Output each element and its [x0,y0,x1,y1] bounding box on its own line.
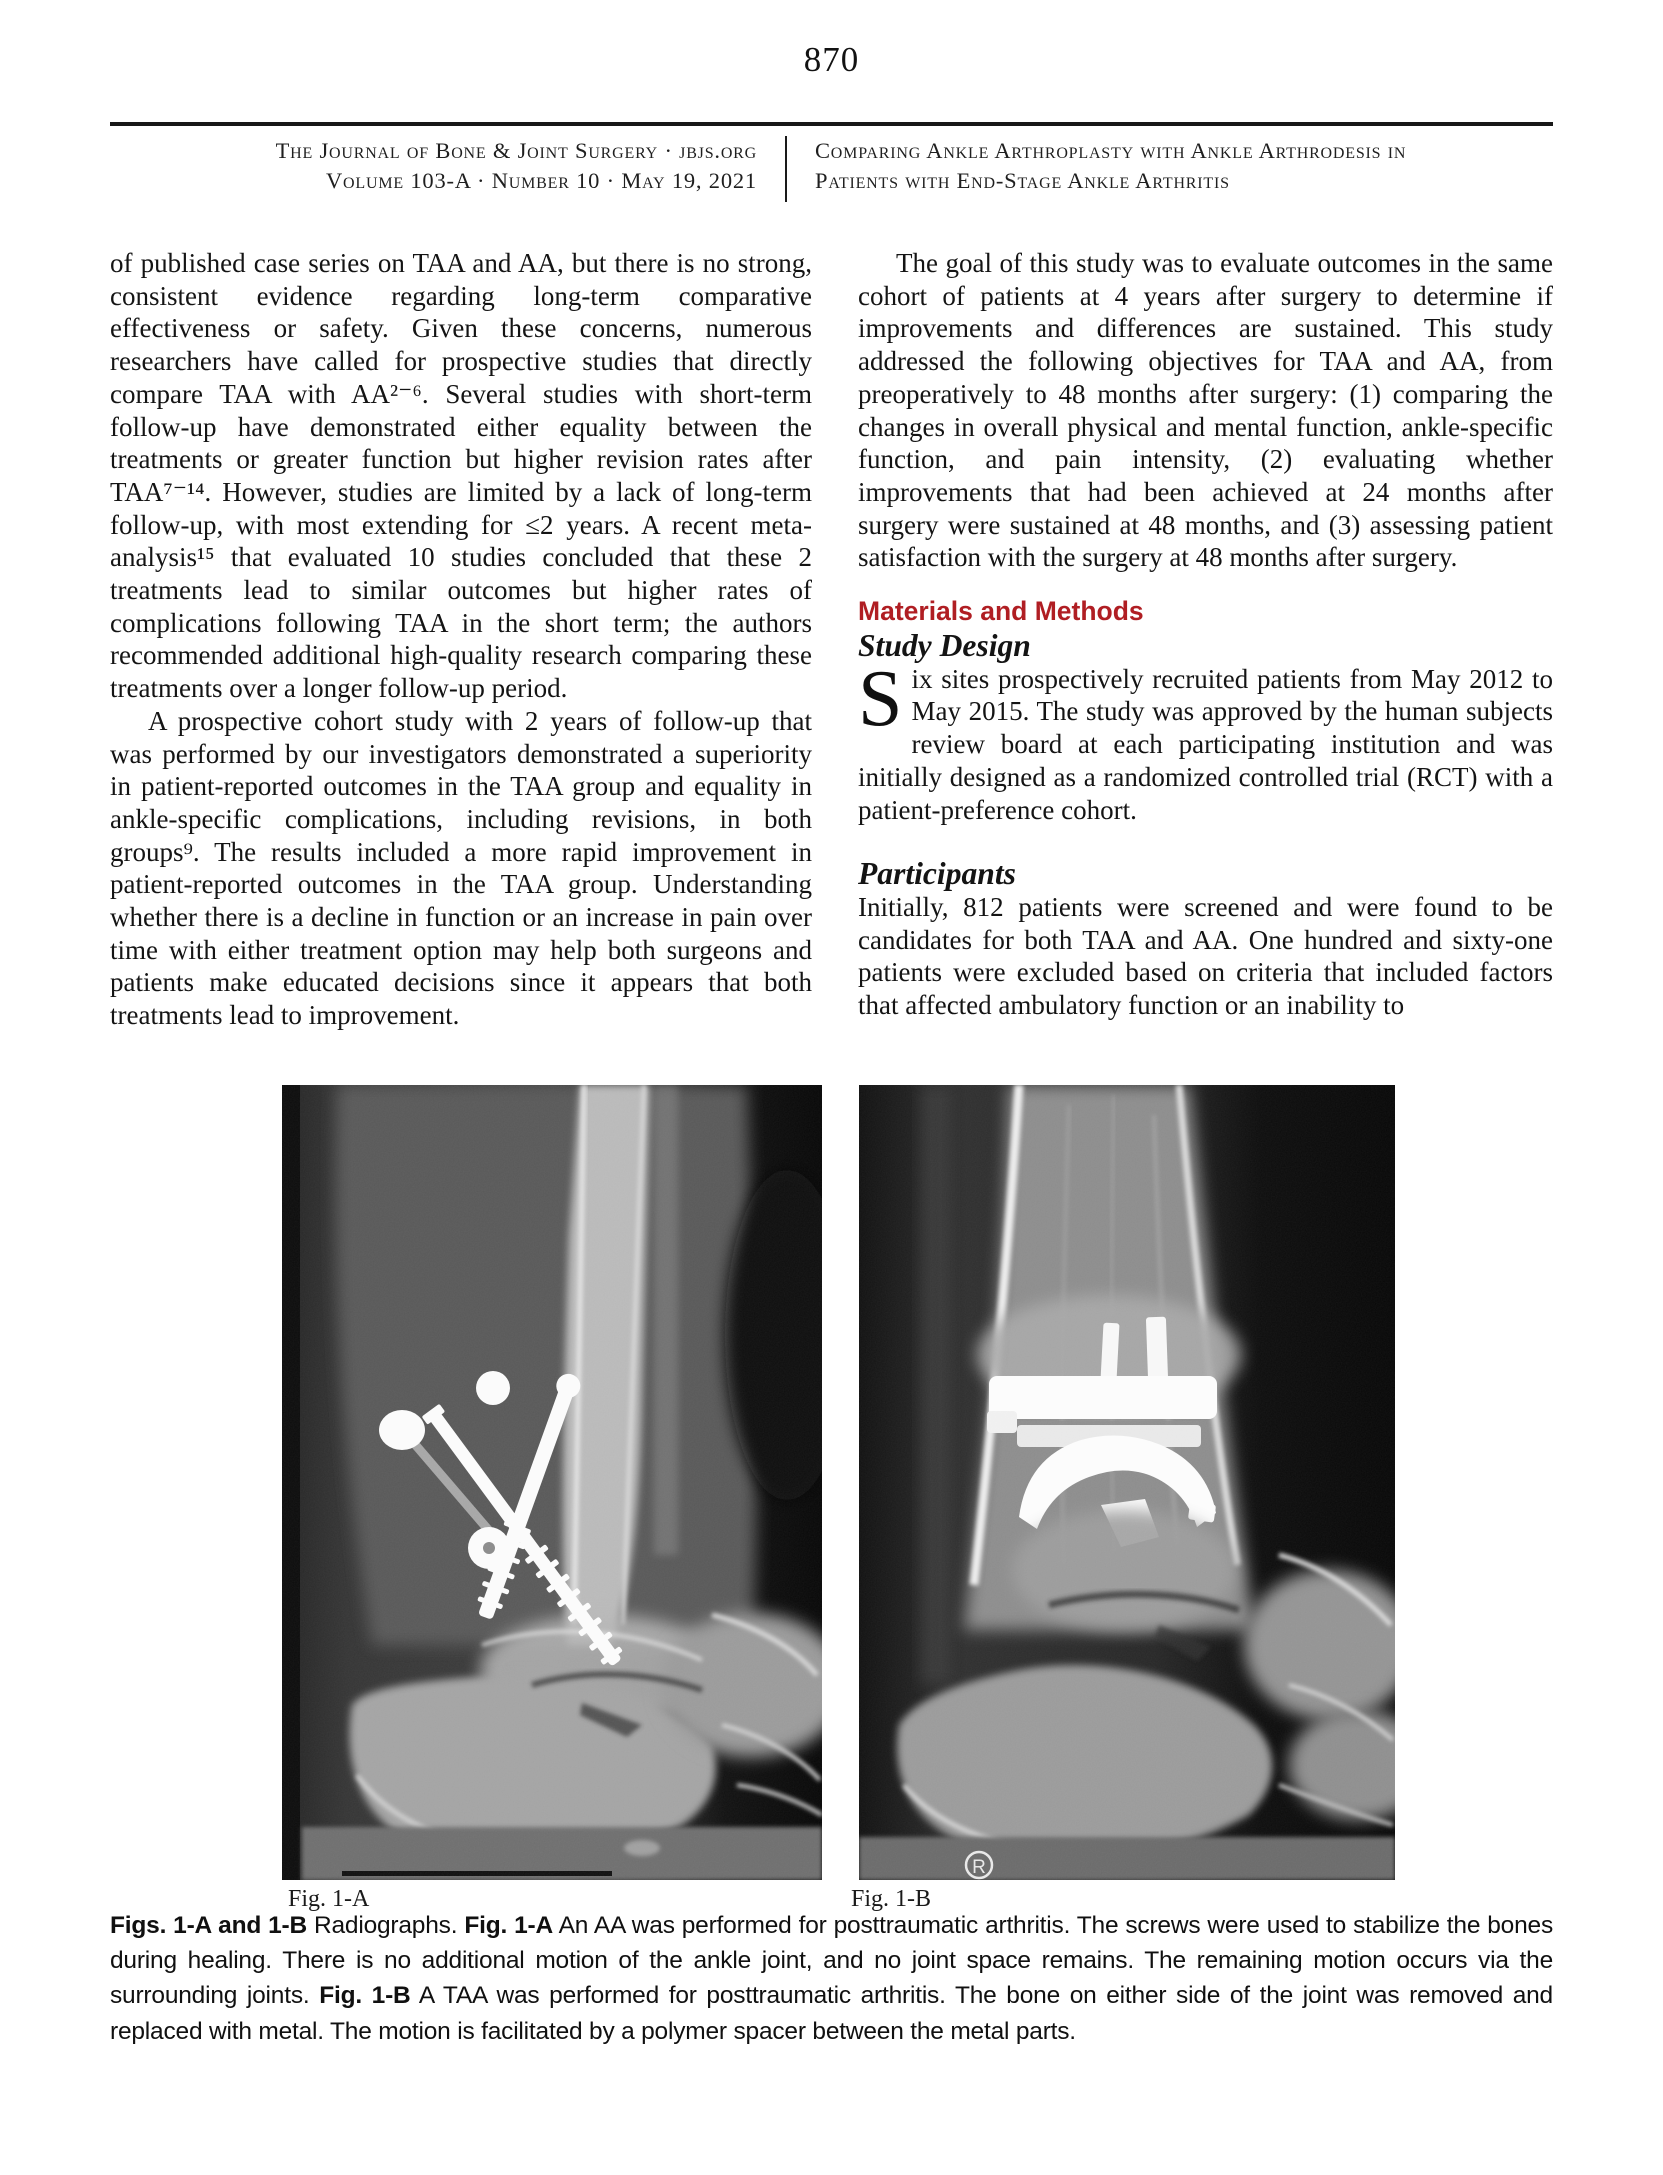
running-title-line1: Comparing Ankle Arthroplasty with Ankle Arthrodesis in [815,138,1407,163]
drop-cap: S [858,654,903,743]
right-column [858,247,1553,1032]
caption-figs-label: Figs. 1-A and 1-B [110,1912,307,1939]
caption-text: Radiographs. [306,1912,465,1939]
caption-fig-1b-label: Fig. 1-B [319,1982,411,2010]
subheading-participants: Participants [858,856,1016,892]
paragraph: A prospective cohort study with 2 years of follow-up that was performed by our investigators demonstrated a superiority in patient-reported outcomes in the TAA group and equality in ankle-specific complications, including revisions, in both groups⁹. The results included a more rapid improvement in patient-reported outcomes in the TAA group. Understanding whether there is a decline in function or an increase in pain over time with either treatment option may help both surgeons and patients make educated decisions since it appears that both treatments lead to improvement. [110,705,812,1031]
subheading-study-design: Study Design [858,628,1031,664]
fig-1a-xray [282,1085,822,1880]
paragraph: Initially, 812 patients were screened and were found to be candidates for both TAA and AA. One hundred and sixty-one patients were excluded based on criteria that included factors that affected ambulatory function or an inability to [858,891,1553,1021]
journal-info [110,136,785,196]
header-rule [110,122,1553,126]
page-number: 870 [803,40,860,79]
running-title-line2: Patients with End-Stage Ankle Arthritis [815,168,1230,193]
page-header [110,136,1553,202]
section-heading-materials-and-methods: Materials and Methods [858,596,1144,627]
paragraph-text: ix sites prospectively recruited patients from May 2012 to May 2015. The study was approved by the human subjects review board at each participating institution and was initially designed as a randomized controlled trial (RCT) with a patient-preference cohort. [858,663,1553,825]
paragraph-with-dropcap [858,654,1553,827]
left-column [110,247,812,1032]
paragraph: The goal of this study was to evaluate outcomes in the same cohort of patients at 4 years after surgery to determine if improvements and differences are sustained. This study addressed the following objectives for TAA and AA, from preoperatively to 48 months after surgery: (1) comparing the changes in overall physical and mental function, ankle-specific function, and pain intensity, (2) evaluating whether improvements that had been achieved at 24 months after surgery were sustained at 48 months, and (3) assessing patient satisfaction with the surgery at 48 months after surgery. [858,248,1553,573]
running-title [787,136,1406,196]
fig-1b-xray [859,1085,1395,1880]
figure-row [282,1085,1395,1880]
figure-caption [110,1908,1553,2049]
paragraph: of published case series on TAA and AA, but there is no strong, consistent evidence regarding long-term comparative effectiveness or safety. Given these concerns, numerous researchers have called for prospective studies that directly compare TAA with AA²⁻⁶. Several studies with short-term follow-up have demonstrated either equality between the treatments or greater function but higher revision rates after TAA⁷⁻¹⁴. However, studies are limited by a lack of long-term follow-up, with most extending for ≤2 years. A recent meta-analysis¹⁵ that evaluated 10 studies concluded that these 2 treatments lead to similar outcomes but higher rates of complications following TAA in the short term; the authors recommended additional high-quality research comparing these treatments over a longer follow-up period. [110,248,812,704]
journal-name: The Journal of Bone & Joint Surgery · jbjs.org [275,138,757,163]
fig-1b-label: Fig. 1-B [851,1886,932,1912]
fig-1a-label: Fig. 1-A [288,1886,370,1912]
caption-text: A TAA was performed for posttraumatic arthritis. The bone on either side of the joint was removed and replaced with metal. The motion is facilitated by a polymer spacer between the metal parts. [110,1982,1553,2045]
journal-issue: Volume 103-A · Number 10 · May 19, 2021 [326,168,757,193]
body-columns [110,247,1553,1032]
caption-fig-1a-label: Fig. 1-A [464,1912,553,1939]
caption-text: An AA was performed for posttraumatic arthritis. The screws were used to stabilize the bones during healing. There is no additional motion of the ankle joint, and no joint space remains. The remaining motion occurs via the surrounding joints. [110,1912,1554,2010]
